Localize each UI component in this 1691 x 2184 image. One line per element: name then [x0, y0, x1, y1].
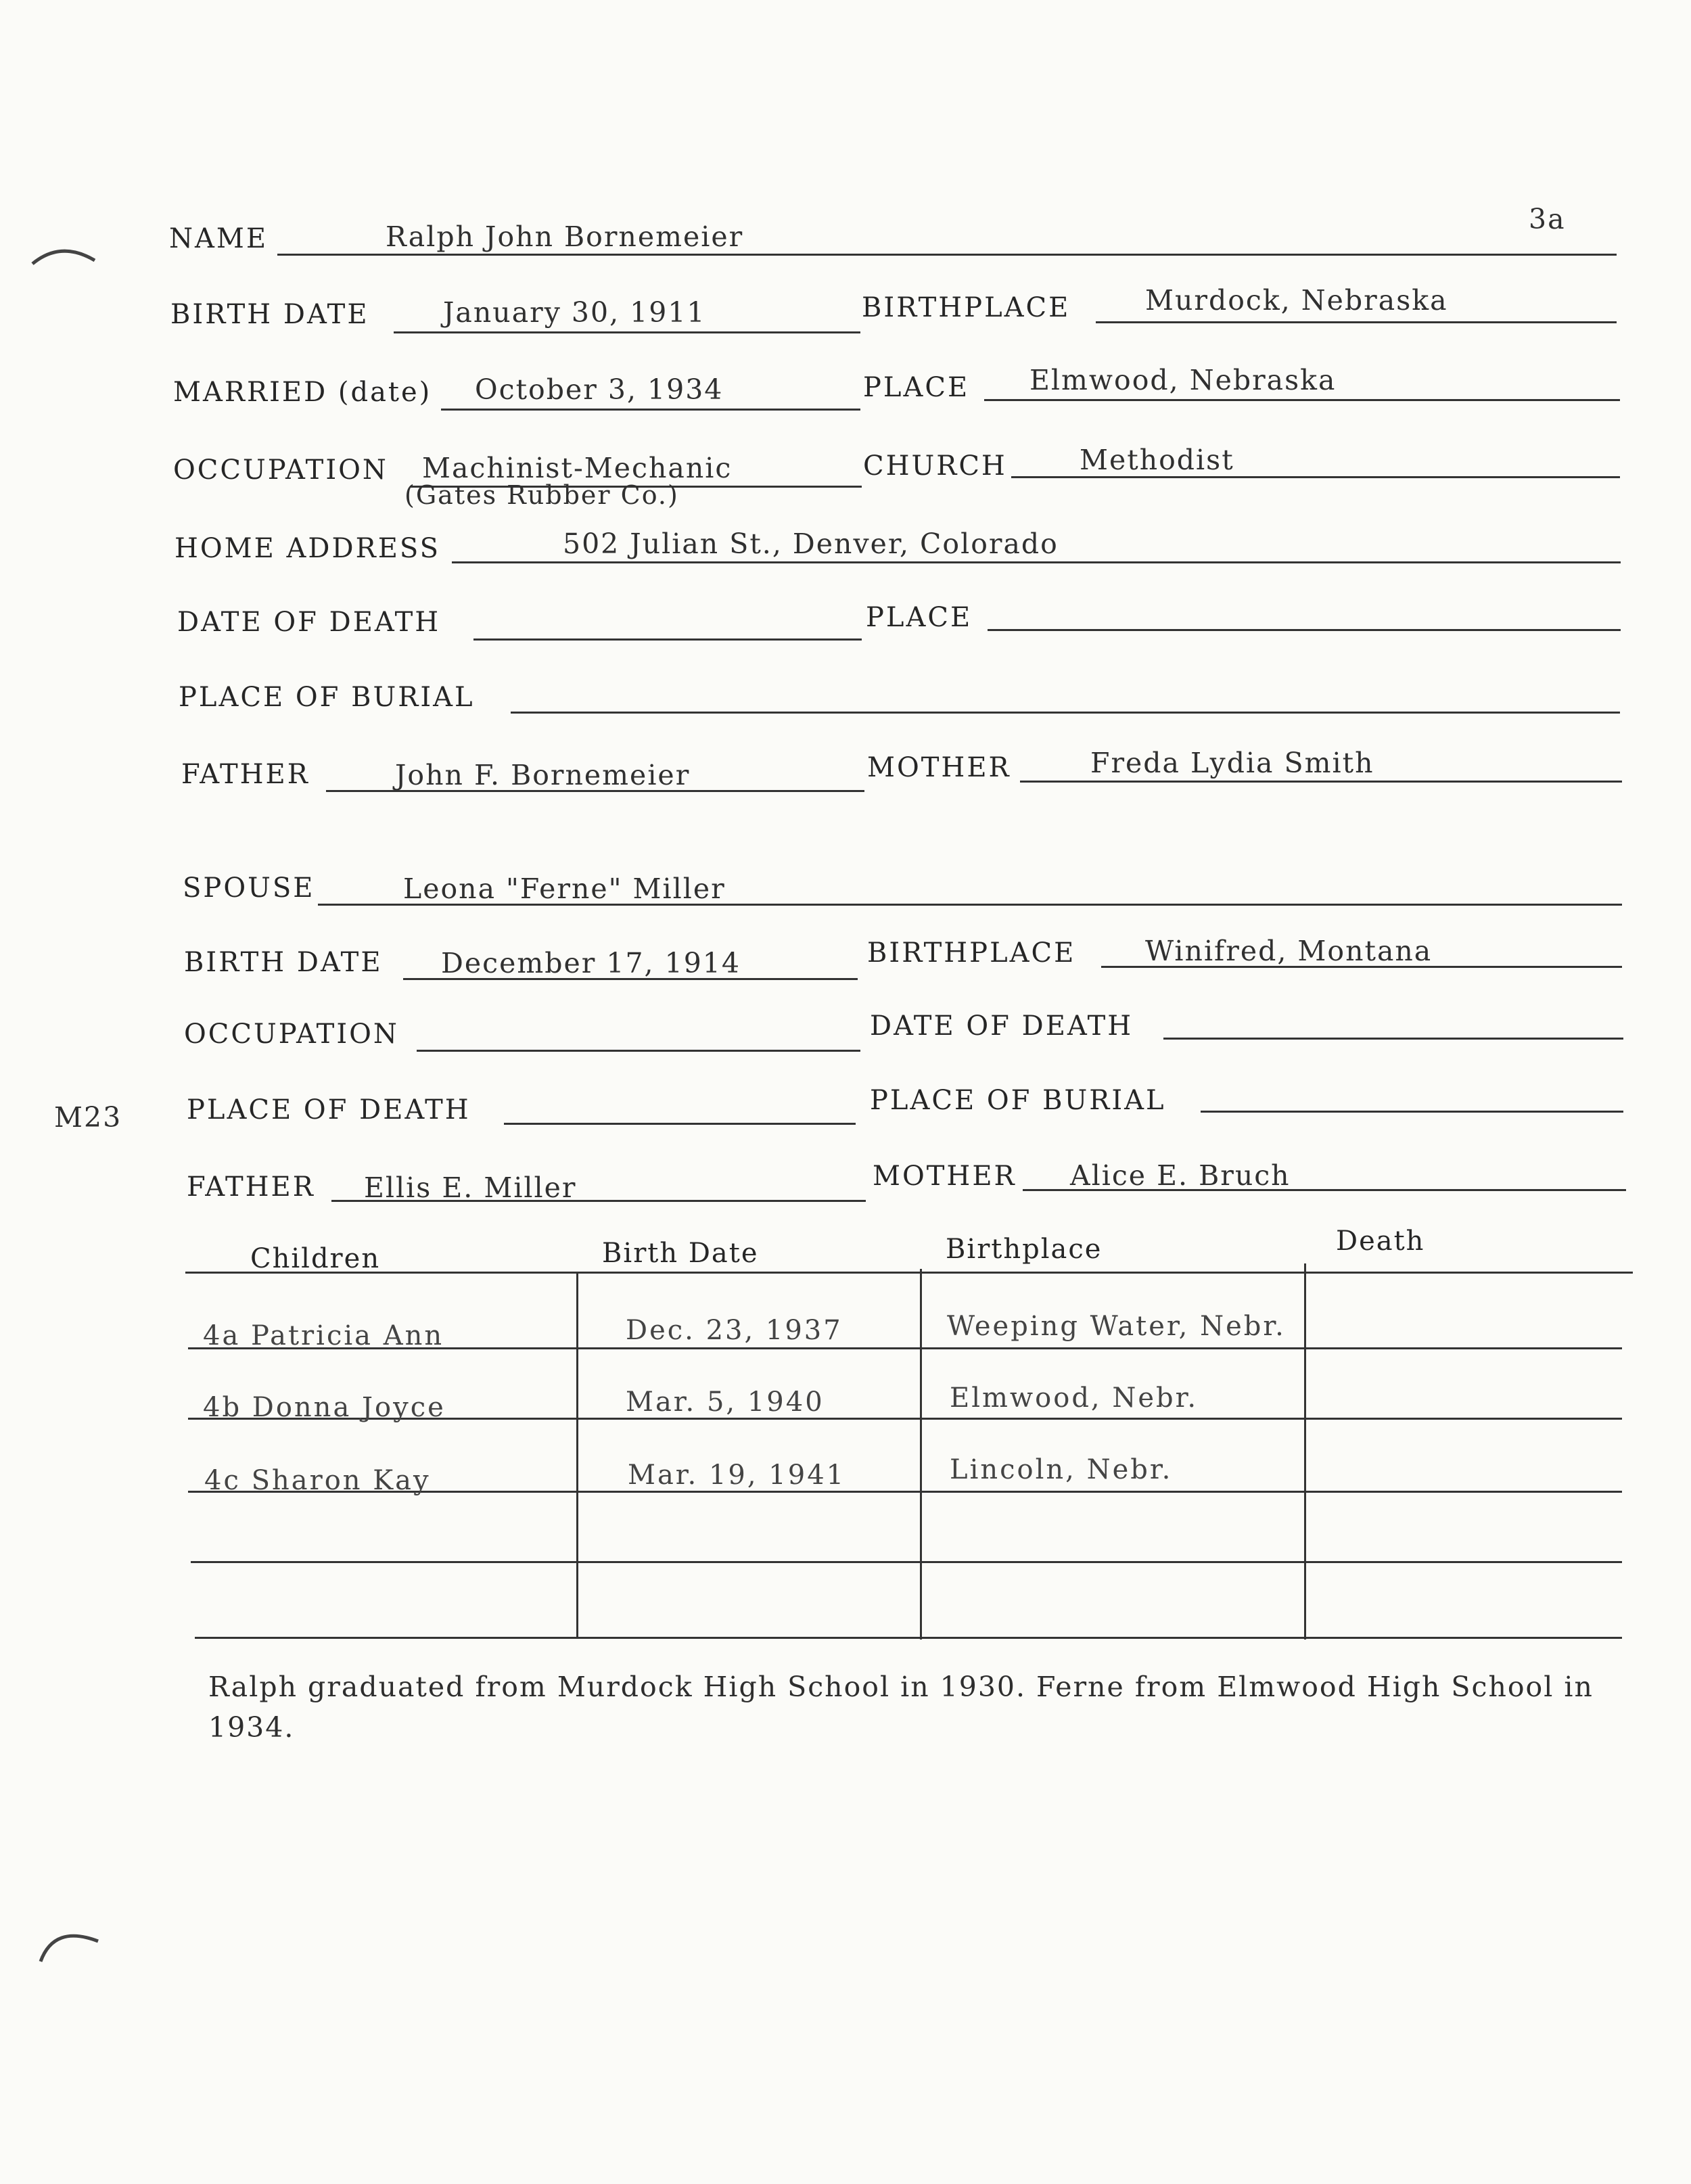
spouse-burial-underline [1201, 1111, 1623, 1113]
married-place-value: Elmwood, Nebraska [1029, 364, 1337, 396]
father-underline [326, 790, 864, 792]
table-col-divider-3 [1304, 1263, 1306, 1640]
table-col-divider-2 [920, 1269, 922, 1640]
spouse-date-of-death-underline [1163, 1038, 1623, 1040]
death-place-label: PLACE [866, 602, 973, 633]
father-label: FATHER [181, 759, 310, 790]
page-number: 3a [1529, 203, 1566, 235]
church-value: Methodist [1080, 444, 1234, 476]
spouse-birth-date-value: December 17, 1914 [441, 947, 741, 979]
spouse-place-of-death-underline [504, 1123, 856, 1125]
side-reference: M23 [54, 1101, 122, 1134]
spouse-father-label: FATHER [187, 1171, 315, 1203]
spouse-underline [318, 904, 1622, 906]
table-row-3-name: 4c Sharon Kay [204, 1465, 431, 1496]
occupation-value: Machinist-Mechanic [422, 452, 733, 484]
birth-date-label: BIRTH DATE [170, 299, 369, 330]
spouse-date-of-death-label: DATE OF DEATH [870, 1010, 1134, 1042]
table-row-2-birth-date: Mar. 5, 1940 [626, 1387, 825, 1418]
children-header: Children [250, 1243, 381, 1274]
home-address-underline [452, 561, 1621, 563]
birth-date-underline [394, 331, 860, 333]
death-header: Death [1336, 1226, 1425, 1257]
spouse-label: SPOUSE [183, 873, 315, 904]
married-date-value: October 3, 1934 [475, 373, 724, 406]
binder-hole-mark-top [27, 237, 101, 277]
spouse-mother-label: MOTHER [873, 1161, 1017, 1192]
spouse-father-value: Ellis E. Miller [364, 1171, 577, 1204]
date-of-death-label: DATE OF DEATH [177, 607, 441, 638]
home-address-value: 502 Julian St., Denver, Colorado [563, 528, 1059, 560]
spouse-burial-label: PLACE OF BURIAL [870, 1085, 1166, 1116]
binder-hole-mark-bottom [34, 1921, 108, 1975]
burial-underline [511, 712, 1620, 714]
father-value: John F. Bornemeier [395, 759, 691, 791]
married-date-underline [441, 409, 860, 411]
table-row-3-birthplace: Lincoln, Nebr. [950, 1454, 1173, 1485]
birth-date-header: Birth Date [602, 1238, 759, 1269]
spouse-birth-date-underline [403, 978, 858, 980]
mother-label: MOTHER [867, 752, 1011, 783]
spouse-mother-underline [1023, 1189, 1626, 1191]
name-underline [277, 254, 1617, 256]
table-row-1-birth-date: Dec. 23, 1937 [626, 1315, 843, 1346]
home-address-label: HOME ADDRESS [175, 533, 440, 564]
mother-value: Freda Lydia Smith [1090, 747, 1374, 779]
spouse-birthplace-underline [1101, 966, 1622, 968]
spouse-birth-date-label: BIRTH DATE [184, 947, 383, 978]
date-of-death-underline [473, 638, 862, 641]
table-header-line [185, 1272, 1633, 1274]
birth-date-value: January 30, 1911 [443, 296, 706, 329]
mother-underline [1020, 781, 1622, 783]
occupation-employer: (Gates Rubber Co.) [404, 480, 679, 510]
birthplace-underline [1096, 321, 1617, 323]
table-row-1-birthplace: Weeping Water, Nebr. [947, 1311, 1286, 1342]
married-place-label: PLACE [863, 372, 970, 403]
birthplace-label: BIRTHPLACE [862, 292, 1071, 323]
table-row-2-birthplace: Elmwood, Nebr. [950, 1383, 1199, 1414]
table-row-1-name: 4a Patricia Ann [203, 1320, 444, 1351]
spouse-mother-value: Alice E. Bruch [1070, 1159, 1291, 1192]
spouse-place-of-death-label: PLACE OF DEATH [187, 1094, 471, 1125]
spouse-occupation-label: OCCUPATION [184, 1019, 399, 1050]
table-row-2-name: 4b Donna Joyce [203, 1392, 446, 1423]
spouse-father-underline [331, 1200, 866, 1202]
table-row-line-5 [195, 1637, 1622, 1639]
burial-label: PLACE OF BURIAL [179, 682, 475, 713]
table-col-divider-1 [576, 1273, 578, 1638]
spouse-occupation-underline [417, 1050, 860, 1052]
church-underline [1011, 476, 1620, 478]
table-row-line-4 [191, 1561, 1622, 1563]
notes-paragraph: Ralph graduated from Murdock High School in 1930. Ferne from Elmwood High School in 1934. [208, 1671, 1594, 1744]
spouse-birthplace-label: BIRTHPLACE [867, 937, 1076, 969]
occupation-label: OCCUPATION [173, 455, 388, 486]
church-label: CHURCH [863, 450, 1007, 482]
table-row-3-birth-date: Mar. 19, 1941 [628, 1460, 846, 1491]
death-place-underline [988, 629, 1621, 631]
married-label: MARRIED (date) [173, 377, 432, 408]
name-label: NAME [169, 223, 269, 254]
spouse-birthplace-value: Winifred, Montana [1145, 935, 1433, 967]
spouse-name-value: Leona "Ferne" Miller [403, 873, 726, 905]
married-place-underline [984, 399, 1620, 401]
birthplace-header: Birthplace [946, 1234, 1103, 1265]
birthplace-value: Murdock, Nebraska [1145, 284, 1448, 317]
name-value: Ralph John Bornemeier [386, 220, 744, 253]
